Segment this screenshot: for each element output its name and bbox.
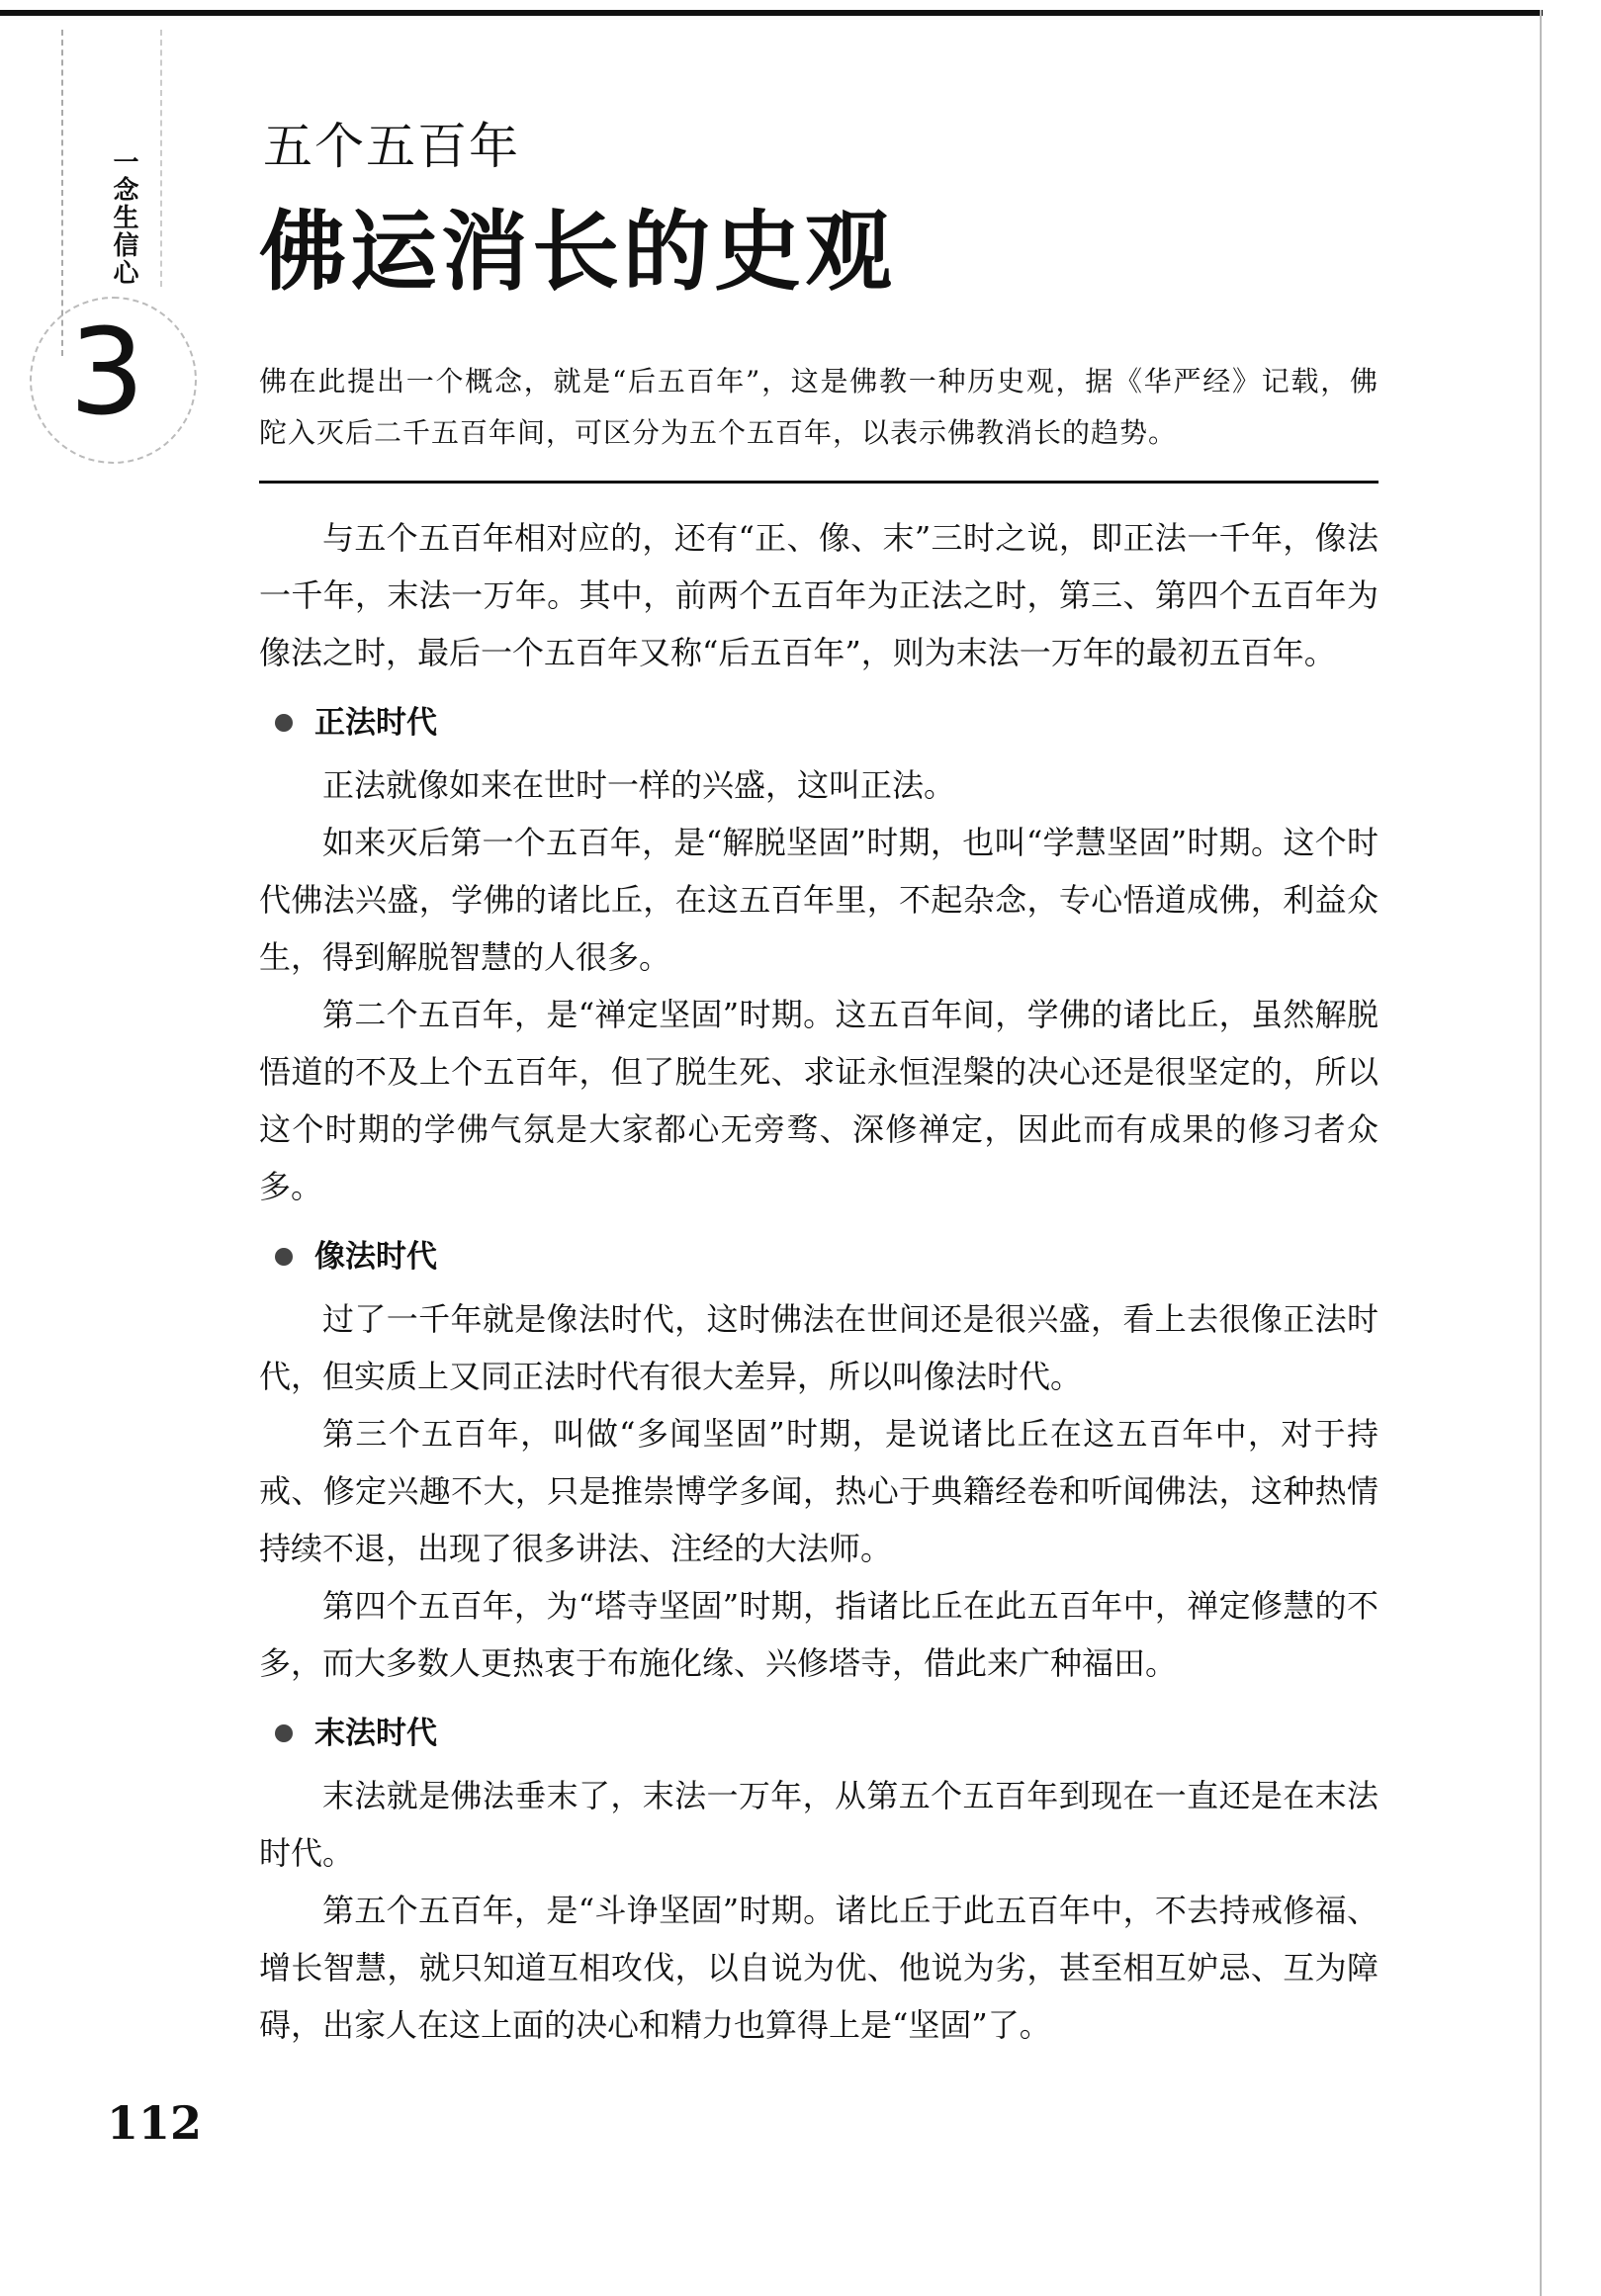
paragraph: 第四个五百年，为“塔寺坚固”时期，指诸比丘在此五百年中，禅定修慧的不多，而大多数人更热衷于布施化缘、兴修塔寺，借此来广种福田。 xyxy=(259,1587,1379,1682)
section-heading-label: 末法时代 xyxy=(314,1716,437,1751)
paragraph: 第三个五百年，叫做“多闻坚固”时期，是说诸比丘在这五百年中，对于持戒、修定兴趣不大，只是推崇博学多闻，热心于典籍经卷和听闻佛法，这种热情持续不退，出现了很多讲法、注经的大法师。 xyxy=(259,1415,1379,1567)
section-heading xyxy=(275,695,1379,751)
section-heading-label: 像法时代 xyxy=(314,1239,437,1275)
chapter-number: 3 xyxy=(69,305,145,442)
paragraph: 正法就像如来在世时一样的兴盛，这叫正法。 xyxy=(322,766,956,804)
paragraph: 末法就是佛法垂末了，末法一万年，从第五个五百年到现在一直还是在末法时代。 xyxy=(259,1777,1379,1872)
bullet-icon xyxy=(275,714,293,732)
abstract: 佛在此提出一个概念，就是“后五百年”，这是佛教一种历史观，据《华严经》记载，佛陀入灭后二千五百年间，可区分为五个五百年，以表示佛教消长的趋势。 xyxy=(259,365,1379,449)
page-subtitle: 五个五百年 xyxy=(263,118,520,175)
section-heading xyxy=(275,1706,1379,1761)
intro-paragraph: 与五个五百年相对应的，还有“正、像、末”三时之说，即正法一千年，像法一千年，末法一万年。其中，前两个五百年为正法之时，第三、第四个五百年为像法之时，最后一个五百年又称“后五百年”，则为末法一万年的最初五百年。 xyxy=(259,519,1379,671)
top-rule xyxy=(0,10,1543,16)
section-tab: 一念生信心 xyxy=(109,148,138,287)
section-heading-label: 正法时代 xyxy=(314,705,437,741)
article-body xyxy=(259,509,1379,2054)
bullet-icon xyxy=(275,1724,293,1742)
paragraph: 过了一千年就是像法时代，这时佛法在世间还是很兴盛，看上去很像正法时代，但实质上又同正法时代有很大差异，所以叫像法时代。 xyxy=(259,1300,1379,1395)
margin-guide xyxy=(160,30,162,287)
page-number: 112 xyxy=(107,2096,203,2150)
paragraph: 第五个五百年，是“斗诤坚固”时期。诸比丘于此五百年中，不去持戒修福、增长智慧，就只知道互相攻伐，以自说为优、他说为劣，甚至相互妒忌、互为障碍，出家人在这上面的决心和精力也算得上是“坚固”了。 xyxy=(259,1892,1379,2044)
section-heading xyxy=(275,1229,1379,1284)
paragraph: 如来灭后第一个五百年，是“解脱坚固”时期，也叫“学慧坚固”时期。这个时代佛法兴盛，学佛的诸比丘，在这五百年里，不起杂念，专心悟道成佛，利益众生，得到解脱智慧的人很多。 xyxy=(259,824,1379,976)
page-title: 佛运消长的史观 xyxy=(259,201,897,303)
margin-guide xyxy=(61,30,63,356)
divider xyxy=(259,481,1379,484)
paragraph: 第二个五百年，是“禅定坚固”时期。这五百年间，学佛的诸比丘，虽然解脱悟道的不及上个五百年，但了脱生死、求证永恒涅槃的决心还是很坚定的，所以这个时期的学佛气氛是大家都心无旁骛、深修禅定，因此而有成果的修习者众多。 xyxy=(259,996,1379,1205)
page-edge xyxy=(1540,10,1542,2296)
bullet-icon xyxy=(275,1248,293,1266)
